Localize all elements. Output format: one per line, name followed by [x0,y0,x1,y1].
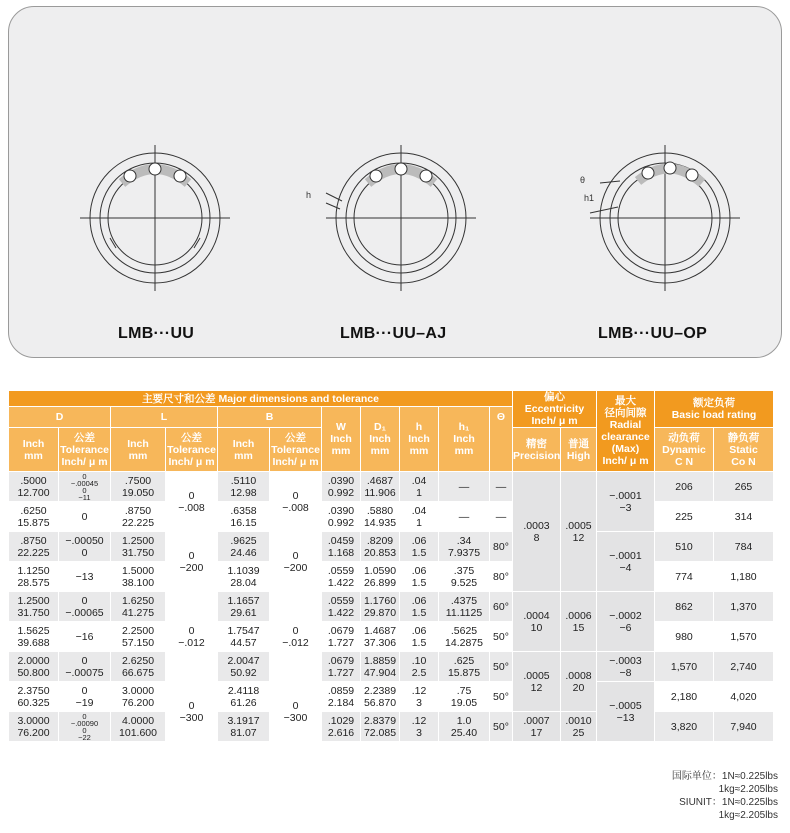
diagram-label-uu-aj: LMB···UU–AJ [340,325,447,342]
symbol-theta: θ [580,175,586,185]
table-cell: 862 [655,592,714,622]
table-cell: 2.0047 50.92 [218,652,270,682]
table-cell: .75 19.05 [439,682,490,712]
table-cell: 50° [490,712,513,742]
table-cell: .5625 14.2875 [439,622,490,652]
b-inch-mm: Inch mm [218,428,270,472]
table-cell: 1.0 25.40 [439,712,490,742]
table-cell: 2.2389 56.870 [361,682,400,712]
col-h: h Inch mm [400,407,439,472]
table-cell: .06 1.5 [400,622,439,652]
l-inch-mm: Inch mm [111,428,166,472]
load-rating-header: 额定负荷 Basic load rating [655,391,774,428]
table-cell: 50° [490,652,513,682]
table-cell: .0559 1.422 [322,592,361,622]
table-cell: 0 −200 [166,532,218,592]
table-cell: .0559 1.422 [322,562,361,592]
table-cell: .12 3 [400,712,439,742]
table-cell: .4687 11.906 [361,472,400,502]
table-cell: .06 1.5 [400,532,439,562]
table-cell: .0390 0.992 [322,502,361,532]
table-cell: .0679 1.727 [322,652,361,682]
symbol-h: h [306,190,312,200]
table-cell: 980 [655,622,714,652]
table-cell: 2.8379 72.085 [361,712,400,742]
table-cell: 2,180 [655,682,714,712]
table-cell: .375 9.525 [439,562,490,592]
table-cell: 0 −.012 [166,592,218,682]
radial-clearance-header: 最大 径向间隙 Radial clearance (Max) Inch/ μ m [597,391,655,472]
table-cell: .9625 24.46 [218,532,270,562]
table-cell: — [439,502,490,532]
static-header: 静负荷 Static Co N [714,428,774,472]
table-cell: — [490,502,513,532]
table-cell: 1,570 [655,652,714,682]
table-cell: −.00050 0 [59,532,111,562]
table-cell: 80° [490,532,513,562]
table-cell: 7,940 [714,712,774,742]
table-cell: .0005 12 [513,652,561,712]
table-cell: 265 [714,472,774,502]
table-cell: 206 [655,472,714,502]
table-cell: .7500 19.050 [111,472,166,502]
table-row [9,622,774,652]
table-cell: 2.0000 50.800 [9,652,59,682]
table-cell: −.0001 −3 [597,472,655,532]
table-cell: 314 [714,502,774,532]
table-cell: .12 3 [400,682,439,712]
table-cell: 784 [714,532,774,562]
table-cell: .06 1.5 [400,592,439,622]
table-row [9,712,774,742]
eccentricity-header: 偏心 Eccentricity Inch/ μ m [513,391,597,428]
table-cell: .0008 20 [561,652,597,712]
table-cell: 1.5000 38.100 [111,562,166,592]
table-cell: .5880 14.935 [361,502,400,532]
table-cell: 50° [490,682,513,712]
table-cell: .0459 1.168 [322,532,361,562]
table-cell: .6358 16.15 [218,502,270,532]
table-cell: 1.5625 39.688 [9,622,59,652]
table-cell: .5110 12.98 [218,472,270,502]
unit-notes: 国际单位：1N≈0.225lbs 1kg≈2.205lbs SIUNIT：1N≈0.225lbs 1kg≈2.205lbs [671,771,778,821]
table-cell: 1.2500 31.750 [111,532,166,562]
table-cell: 50° [490,622,513,652]
table-cell: .625 15.875 [439,652,490,682]
table-cell: .0679 1.727 [322,622,361,652]
table-row [9,592,774,622]
d-inch-mm: Inch mm [9,428,59,472]
table-cell: .04 1 [400,472,439,502]
table-cell: .4375 11.1125 [439,592,490,622]
table-cell: .0005 12 [561,472,597,592]
table-cell: 3.0000 76.200 [9,712,59,742]
table-cell: 4,020 [714,682,774,712]
table-cell: 0 −.008 [270,472,322,532]
table-cell: .8750 22.225 [9,532,59,562]
col-h1: h₁ Inch mm [439,407,490,472]
col-B: B [218,407,322,428]
table-cell: .10 2.5 [400,652,439,682]
table-cell: 2,740 [714,652,774,682]
table-cell: 1,370 [714,592,774,622]
bearing-diagram-uu-aj [306,143,476,293]
table-cell: .0003 8 [513,472,561,592]
col-L: L [111,407,218,428]
col-W: W Inch mm [322,407,361,472]
table-cell: 2.4118 61.26 [218,682,270,712]
table-cell: 1.6250 41.275 [111,592,166,622]
table-cell: 774 [655,562,714,592]
symbol-h1: h1 [584,193,595,203]
diagram-label-uu-op: LMB···UU–OP [598,325,708,342]
table-cell: 0 −.00090 0 −22 [59,712,111,742]
table-cell: — [490,472,513,502]
table-cell: 0 −200 [270,532,322,592]
table-cell: 1.4687 37.306 [361,622,400,652]
col-D1: D₁ Inch mm [361,407,400,472]
d-tolerance: 公差 Tolerance Inch/ μ m [59,428,111,472]
table-cell: .0004 10 [513,592,561,652]
table-cell: 0 −.00075 [59,652,111,682]
table-cell: 0 −.008 [166,472,218,532]
b-tolerance: 公差 Tolerance Inch/ μ m [270,428,322,472]
table-cell: 1,180 [714,562,774,592]
table-cell: −16 [59,622,111,652]
table-cell: 1.7547 44.57 [218,622,270,652]
table-cell: 1.1657 29.61 [218,592,270,622]
table-cell: .0390 0.992 [322,472,361,502]
table-cell: 2.3750 60.325 [9,682,59,712]
table-cell: −13 [59,562,111,592]
diagram-label-uu: LMB···UU [118,325,195,342]
table-cell: 80° [490,562,513,592]
table-cell: 0 −300 [166,682,218,742]
dynamic-header: 动负荷 Dynamic C N [655,428,714,472]
table-cell: .06 1.5 [400,562,439,592]
table-cell: −.0002 −6 [597,592,655,652]
table-cell: 0 −19 [59,682,111,712]
table-cell: 3.0000 76.200 [111,682,166,712]
table-cell: .1029 2.616 [322,712,361,742]
table-cell: −.0003 −8 [597,652,655,682]
table-cell: 60° [490,592,513,622]
table-row [9,682,774,712]
table-cell: .34 7.9375 [439,532,490,562]
bearing-diagram-uu-op [580,143,740,293]
table-cell: .8750 22.225 [111,502,166,532]
table-row [9,472,774,502]
table-cell: 4.0000 101.600 [111,712,166,742]
table-cell: 510 [655,532,714,562]
table-cell: 0 −.012 [270,592,322,682]
table-cell: 2.6250 66.675 [111,652,166,682]
table-cell: .6250 15.875 [9,502,59,532]
col-theta: Θ [490,407,513,472]
table-title: 主要尺寸和公差 Major dimensions and tolerance [9,391,513,407]
table-cell: 1.0590 26.899 [361,562,400,592]
precision-header: 精密 Precision [513,428,561,472]
table-cell: 2.2500 57.150 [111,622,166,652]
table-row [9,652,774,682]
table-cell: 0 −.00045 0 −11 [59,472,111,502]
table-cell: −.0001 −4 [597,532,655,592]
table-cell: 3,820 [655,712,714,742]
table-cell: .0859 2.184 [322,682,361,712]
table-cell: 1.2500 31.750 [9,592,59,622]
table-cell: .8209 20.853 [361,532,400,562]
table-row [9,532,774,562]
table-cell: 1.8859 47.904 [361,652,400,682]
table-cell: 3.1917 81.07 [218,712,270,742]
table-row [9,562,774,592]
table-cell: — [439,472,490,502]
table-cell: .0010 25 [561,712,597,742]
table-cell: .04 1 [400,502,439,532]
table-cell: 225 [655,502,714,532]
table-cell: 0 −300 [270,682,322,742]
dimensions-table [8,390,774,742]
table-cell: .0006 15 [561,592,597,652]
table-cell: 1,570 [714,622,774,652]
bearing-diagram-uu [80,143,230,293]
table-cell: 1.1250 28.575 [9,562,59,592]
high-header: 普通 High [561,428,597,472]
table-cell: .5000 12.700 [9,472,59,502]
table-cell: .0007 17 [513,712,561,742]
table-cell: 1.1039 28.04 [218,562,270,592]
table-cell: −.0005 −13 [597,682,655,742]
table-cell: 1.1760 29.870 [361,592,400,622]
table-cell: 0 [59,502,111,532]
table-row [9,502,774,532]
col-D: D [9,407,111,428]
table-cell: 0 −.00065 [59,592,111,622]
l-tolerance: 公差 Tolerance Inch/ μ m [166,428,218,472]
